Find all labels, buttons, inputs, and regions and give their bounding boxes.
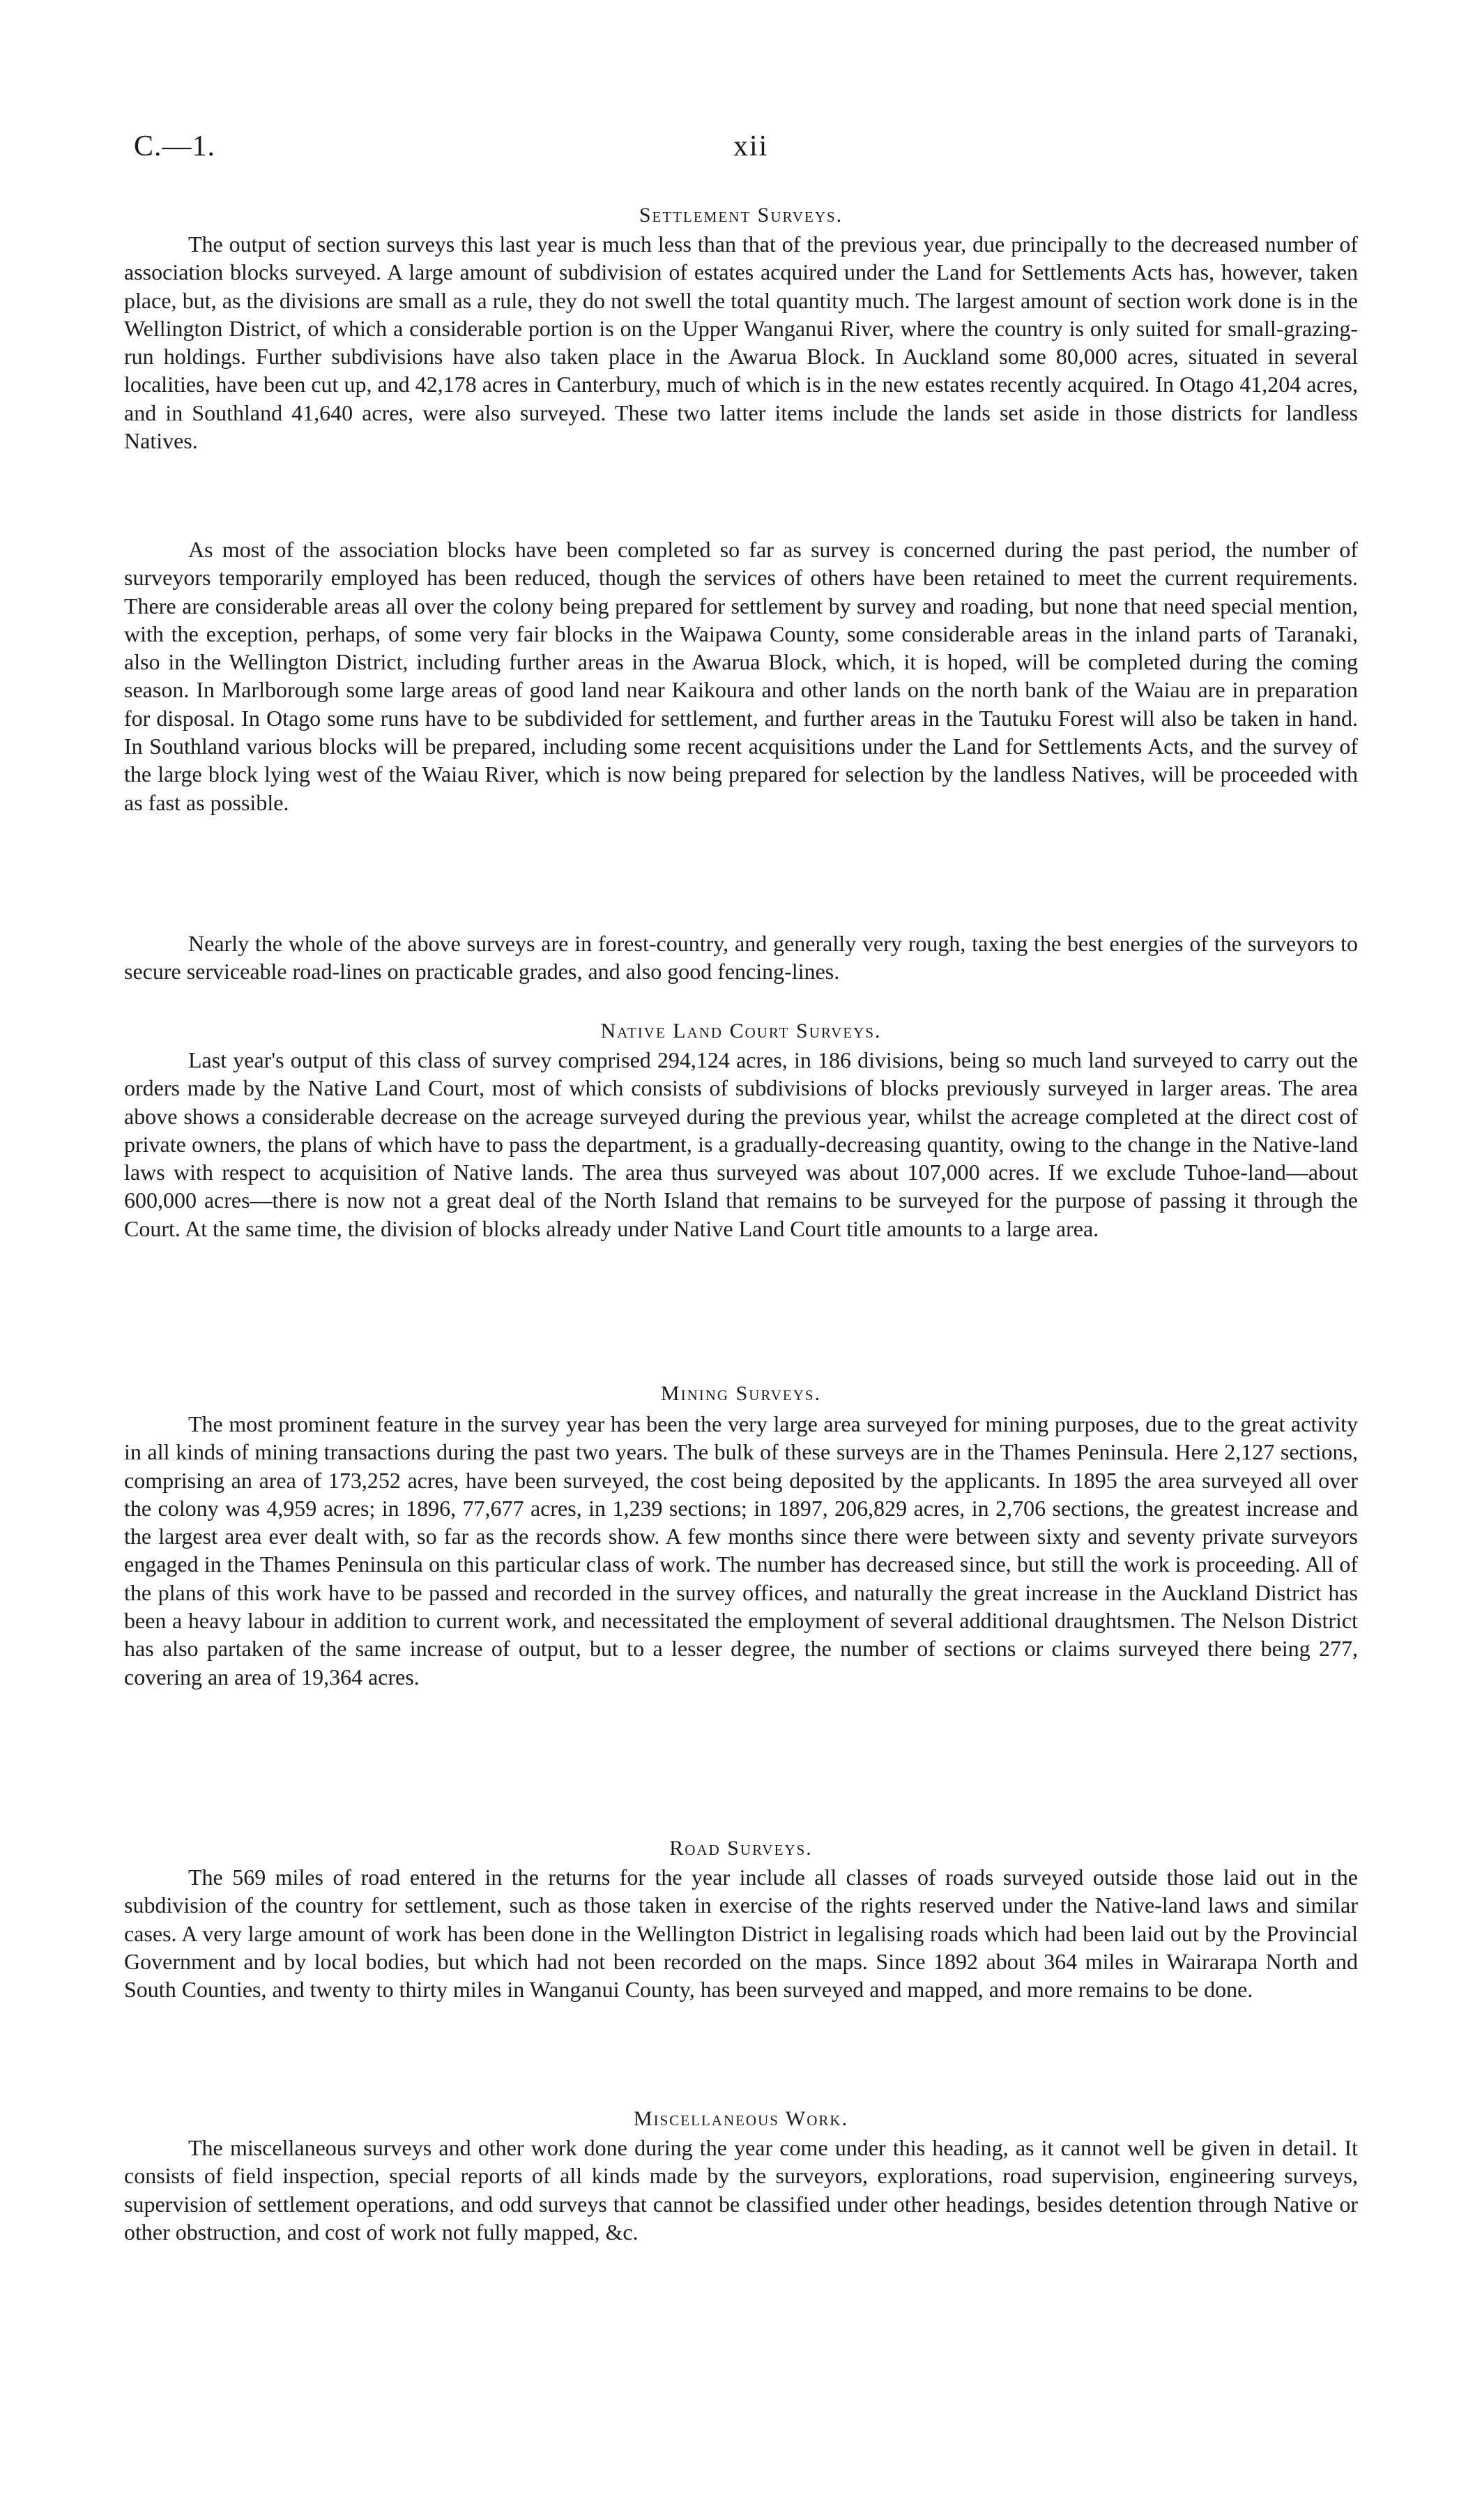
page-number: xii — [733, 130, 769, 162]
paragraph-settlement-2: As most of the association blocks have been completed so far as survey is concerned during the past period, the number of surveyors temporarily employed has been reduced, though the services of others have been retained to meet the current requirements. There are considerable areas all over the colony being prepared for settlement by survey and roading, but none that need special mention, with the exception, perhaps, of some very fair blocks in the Waipawa County, some considerable areas in the inland parts of Taranaki, also in the Wellington District, including further areas in the Awarua Block, which, it is hoped, will be completed during the coming season. In Marlborough some large areas of good land near Kaikoura and other lands on the north bank of the Waiau are in preparation for disposal. In Otago some runs have to be subdivided for settlement, and further areas in the Tautuku Forest will also be taken in hand. In Southland various blocks will be prepared, including some recent acquisitions under the Land for Settlements Acts, and the survey of the large block lying west of the Waiau River, which is now being prepared for selection by the landless Natives, will be proceeded with as fast as possible. — [124, 537, 1358, 815]
paragraph-road-1: The 569 miles of road entered in the returns for the year include all classes of roads surveyed outside those laid out in the subdivision of the country for settlement, such as those taken in exercise of the rights reserved under the Native-land laws and similar cases. A very large amount of work has been done in the Wellington District in legalising roads which had been laid out by the Provincial Government and by local bodies, but which had not been recorded on the maps. Since 1892 about 364 miles in Wairarapa North and South Counties, and twenty to thirty miles in Wanganui County, has been surveyed and mapped, and more remains to be done. — [124, 1865, 1358, 2003]
paragraph-settlement-1: The output of section surveys this last year is much less than that of the previous year, due principally to the decreased number of association blocks surveyed. A large amount of subdivision of estates acquired under the Land for Settlements Acts has, however, taken place, but, as the divisions are small as a rule, they do not swell the total quantity much. The largest amount of section work done is in the Wellington District, of which a considerable portion is on the Upper Wanganui River, where the country is only suited for small-grazing-run holdings. Further subdivisions have also taken place in the Awarua Block. In Auckland some 80,000 acres, situated in several localities, have been cut up, and 42,178 acres in Canterbury, much of which is in the new estates recently acquired. In Otago 41,204 acres, and in Southland 41,640 acres, were also surveyed. These two latter items include the lands set aside in those districts for landless Natives. — [124, 231, 1358, 454]
page-header — [134, 130, 1375, 172]
paragraph-native-land-1: Last year's output of this class of survey comprised 294,124 acres, in 186 divisions, being so much land surveyed to carry out the orders made by the Native Land Court, most of which consists of subdivisions of blocks previously surveyed in larger areas. The area above shows a considerable decrease on the acreage surveyed during the previous year, whilst the acreage completed at the direct cost of private owners, the plans of which have to pass the department, is a gradually-decreasing quantity, owing to the change in the Native-land laws with respect to acquisition of Native lands. The area thus surveyed was about 107,000 acres. If we exclude Tuhoe-land—about 600,000 acres—there is now not a great deal of the North Island that remains to be surveyed for the purpose of passing it through the Court. At the same time, the division of blocks already under Native Land Court title amounts to a large area. — [124, 1047, 1358, 1241]
paragraph-mining-1: The most prominent feature in the survey year has been the very large area surveyed for mining purposes, due to the great activity in all kinds of mining transactions during the past two years. The bulk of these surveys are in the Thames Peninsula. Here 2,127 sections, comprising an area of 173,252 acres, have been surveyed, the cost being deposited by the applicants. In 1895 the area surveyed all over the colony was 4,959 acres; in 1896, 77,677 acres, in 1,239 sections; in 1897, 206,829 acres, in 2,706 sections, the greatest increase and the largest area ever dealt with, so far as the records show. A few months since there were between sixty and seventy private surveyors engaged in the Thames Peninsula on this particular class of work. The number has decreased since, but still the work is proceeding. All of the plans of this work have to be passed and recorded in the survey offices, and naturally the great increase in the Auckland District has been a heavy labour in addition to current work, and necessitated the employment of several additional draughtsmen. The Nelson District has also partaken of the same increase of output, but to a lesser degree, the number of sections or claims surveyed there being 277, covering an area of 19,364 acres. — [124, 1411, 1358, 1690]
section-title-road-surveys: Road Surveys. — [669, 1837, 813, 1860]
section-title-miscellaneous-work: Miscellaneous Work. — [633, 2107, 849, 2130]
document-reference: C.—1. — [134, 130, 216, 162]
section-title-mining-surveys: Mining Surveys. — [660, 1382, 822, 1405]
paragraph-misc-1: The miscellaneous surveys and other work done during the year come under this heading, as it cannot well be given in detail. It consists of field inspection, special reports of all kinds made by the surveyors, explorations, road supervision, engineering surveys, supervision of settlement operations, and odd surveys that cannot be classified under other headings, besides detention through Native or other obstruction, and cost of work not fully mapped, &c. — [124, 2135, 1358, 2245]
paragraph-settlement-3: Nearly the whole of the above surveys are in forest-country, and generally very rough, taxing the best energies of the surveyors to secure serviceable road-lines on practicable grades, and also good fencing-lines. — [124, 931, 1358, 985]
section-title-settlement-surveys: Settlement Surveys. — [639, 204, 843, 227]
section-title-native-land-court-surveys: Native Land Court Surveys. — [600, 1019, 882, 1042]
